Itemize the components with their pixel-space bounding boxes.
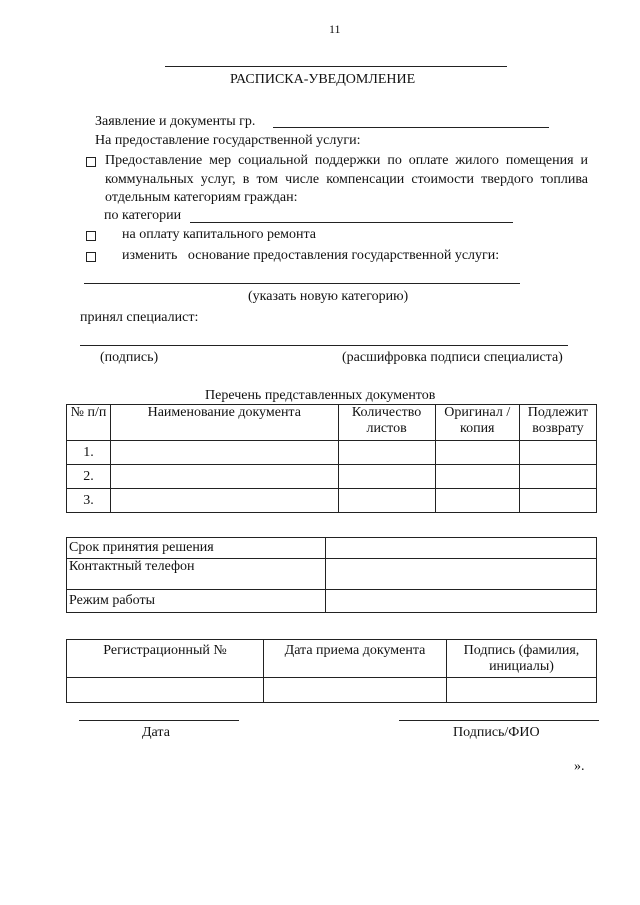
option-2-text: на оплату капитального ремонта xyxy=(122,227,317,242)
doc-name-cell[interactable] xyxy=(111,441,338,465)
receipt-date-cell[interactable] xyxy=(264,678,447,703)
accepted-by-label: принял специалист: xyxy=(80,310,199,325)
row-number: 3. xyxy=(67,489,111,513)
reg-number-cell[interactable] xyxy=(67,678,264,703)
header-number: № п/п xyxy=(67,405,111,441)
header-reg-number: Регистрационный № xyxy=(67,640,264,678)
header-doc-name: Наименование документа xyxy=(111,405,338,441)
info-table xyxy=(66,537,597,613)
original-copy-cell[interactable] xyxy=(435,489,519,513)
docs-header-row xyxy=(67,405,597,441)
decision-term-value[interactable] xyxy=(326,538,597,559)
registration-table xyxy=(66,639,597,703)
original-copy-cell[interactable] xyxy=(435,441,519,465)
header-receipt-date: Дата приема документа xyxy=(264,640,447,678)
option-3-text: изменить основание предоставления государственной услуги: xyxy=(122,248,500,263)
doc-name-cell[interactable] xyxy=(111,465,338,489)
title-top-rule xyxy=(165,66,507,67)
reg-header-row xyxy=(67,640,597,678)
closing-quote: ». xyxy=(574,759,585,774)
return-cell[interactable] xyxy=(519,465,596,489)
doc-name-cell[interactable] xyxy=(111,489,338,513)
signature-cell[interactable] xyxy=(447,678,597,703)
header-signature: Подпись (фамилия, инициалы) xyxy=(447,640,597,678)
checkbox-option-1[interactable] xyxy=(86,157,96,167)
document-title: РАСПИСКА-УВЕДОМЛЕНИЕ xyxy=(230,72,416,87)
option-1-text: Предоставление мер социальной поддержки по оплате жилого помещения и коммунальных услуг, в том числе компенсации стоимости твердого топлива отдельным категориям граждан: xyxy=(105,153,588,205)
specialist-signature-field[interactable] xyxy=(80,345,568,346)
contact-phone-value[interactable] xyxy=(326,559,597,590)
original-copy-cell[interactable] xyxy=(435,465,519,489)
sign-label: Подпись/ФИО xyxy=(453,725,540,740)
work-hours-value[interactable] xyxy=(326,590,597,613)
statement-line1: Заявление и документы гр. xyxy=(95,114,256,129)
docs-table-caption: Перечень представленных документов xyxy=(205,388,436,403)
row-number: 1. xyxy=(67,441,111,465)
date-field[interactable] xyxy=(79,720,239,721)
table-row xyxy=(67,441,597,465)
work-hours-label: Режим работы xyxy=(67,590,326,613)
return-cell[interactable] xyxy=(519,441,596,465)
applicant-name-field[interactable] xyxy=(273,127,549,128)
sheet-count-cell[interactable] xyxy=(338,465,435,489)
return-cell[interactable] xyxy=(519,489,596,513)
category-label: по категории xyxy=(104,208,182,223)
checkbox-option-3[interactable] xyxy=(86,252,96,262)
signature-decode-label: (расшифровка подписи специалиста) xyxy=(342,350,563,365)
table-row xyxy=(67,538,597,559)
new-category-field[interactable] xyxy=(84,283,520,284)
checkbox-option-2[interactable] xyxy=(86,231,96,241)
table-row xyxy=(67,590,597,613)
header-original-copy: Оригинал /копия xyxy=(435,405,519,441)
decision-term-label: Срок принятия решения xyxy=(67,538,326,559)
table-row xyxy=(67,559,597,590)
sign-field[interactable] xyxy=(399,720,599,721)
table-row xyxy=(67,678,597,703)
table-row xyxy=(67,489,597,513)
sheet-count-cell[interactable] xyxy=(338,441,435,465)
page-number: 11 xyxy=(329,22,341,36)
table-row xyxy=(67,465,597,489)
sheet-count-cell[interactable] xyxy=(338,489,435,513)
contact-phone-label: Контактный телефон xyxy=(67,559,326,590)
documents-table xyxy=(66,404,597,513)
statement-line2: На предоставление государственной услуги: xyxy=(95,133,361,148)
row-number: 2. xyxy=(67,465,111,489)
signature-label: (подпись) xyxy=(100,350,159,365)
header-sheet-count: Количество листов xyxy=(338,405,435,441)
date-label: Дата xyxy=(142,725,170,740)
header-return: Подлежит возврату xyxy=(519,405,596,441)
category-field[interactable] xyxy=(190,222,513,223)
new-category-hint: (указать новую категорию) xyxy=(248,289,409,304)
